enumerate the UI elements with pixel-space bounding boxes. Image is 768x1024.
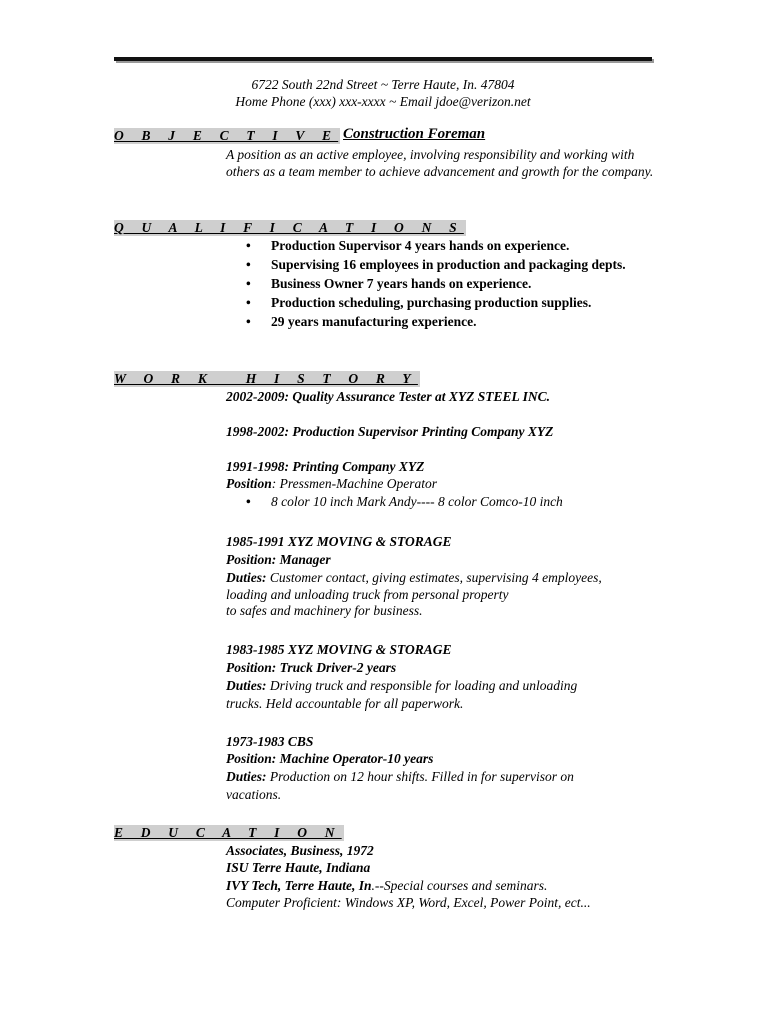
job-1985-duties-line2: loading and unloading truck from personal property [226, 587, 509, 602]
job-1985-duties-line3: to safes and machinery for business. [226, 603, 423, 618]
qualifications-heading: Q U A L I F I C A T I O N S [114, 220, 464, 235]
contact-address: 6722 South 22nd Street ~ Terre Haute, In. 47804 [251, 77, 515, 92]
education-computer-skills: Computer Proficient: Windows XP, Word, Excel, Power Point, ect... [226, 895, 591, 910]
bullet-icon: • [246, 314, 251, 329]
list-item: • Production Supervisor 4 years hands on experience. [246, 238, 570, 253]
job-entry-1991: 1991-1998: Printing Company XYZ [226, 459, 425, 474]
list-item: • 29 years manufacturing experience. [246, 314, 477, 329]
job-1983-duties-line2: trucks. Held accountable for all paperwork. [226, 696, 464, 711]
job-1973-duties: Duties: Production on 12 hour shifts. Filled in for supervisor on [226, 769, 574, 784]
education-ivy-tech: IVY Tech, Terre Haute, In.--Special courses and seminars. [226, 878, 548, 893]
job-entry-2002: 2002-2009: Quality Assurance Tester at XYZ STEEL INC. [226, 389, 551, 404]
job-1973-position: Position: Machine Operator-10 years [226, 751, 434, 766]
bullet-icon: • [246, 494, 251, 509]
job-entry-1998: 1998-2002: Production Supervisor Printing Company XYZ [226, 424, 554, 439]
job-entry-1983: 1983-1985 XYZ MOVING & STORAGE [226, 642, 452, 657]
list-item: • Production scheduling, purchasing production supplies. [246, 295, 592, 310]
education-school: ISU Terre Haute, Indiana [226, 860, 371, 875]
bullet-icon: • [246, 295, 251, 310]
objective-text: A position as an active employee, involving responsibility and working with others as a team member to achieve advancement and growth for the company. [226, 147, 654, 179]
job-1985-position: Position: Manager [226, 552, 331, 567]
education-heading: E D U C A T I O N [114, 825, 342, 840]
job-1973-duties-line2: vacations. [226, 787, 282, 802]
job-1983-duties: Duties: Driving truck and responsible for loading and unloading [226, 678, 578, 693]
contact-phone-email: Home Phone (xxx) xxx-xxxx ~ Email jdoe@verizon.net [235, 94, 531, 109]
job-1991-position: Position: Pressmen-Machine Operator [226, 476, 437, 491]
top-rule [114, 57, 652, 61]
list-item: • Business Owner 7 years hands on experience. [246, 276, 532, 291]
job-1985-duties: Duties: Customer contact, giving estimates, supervising 4 employees, [226, 570, 602, 585]
job-entry-1985: 1985-1991 XYZ MOVING & STORAGE [226, 534, 452, 549]
objective-title: Construction Foreman [343, 126, 486, 142]
bullet-icon: • [246, 238, 251, 253]
objective-heading: O B J E C T I V E [114, 128, 339, 143]
qualifications-list [226, 237, 646, 332]
job-entry-1973: 1973-1983 CBS [226, 734, 314, 749]
job-1983-position: Position: Truck Driver-2 years [226, 660, 397, 675]
bullet-icon: • [246, 257, 251, 272]
list-item: • Supervising 16 employees in production and packaging depts. [246, 257, 626, 272]
education-degree: Associates, Business, 1972 [226, 843, 374, 858]
bullet-icon: • [246, 276, 251, 291]
work-history-heading: W O R K H I S T O R Y [114, 371, 418, 386]
job-1991-bullet: • 8 color 10 inch Mark Andy---- 8 color Comco-10 inch [246, 494, 563, 509]
